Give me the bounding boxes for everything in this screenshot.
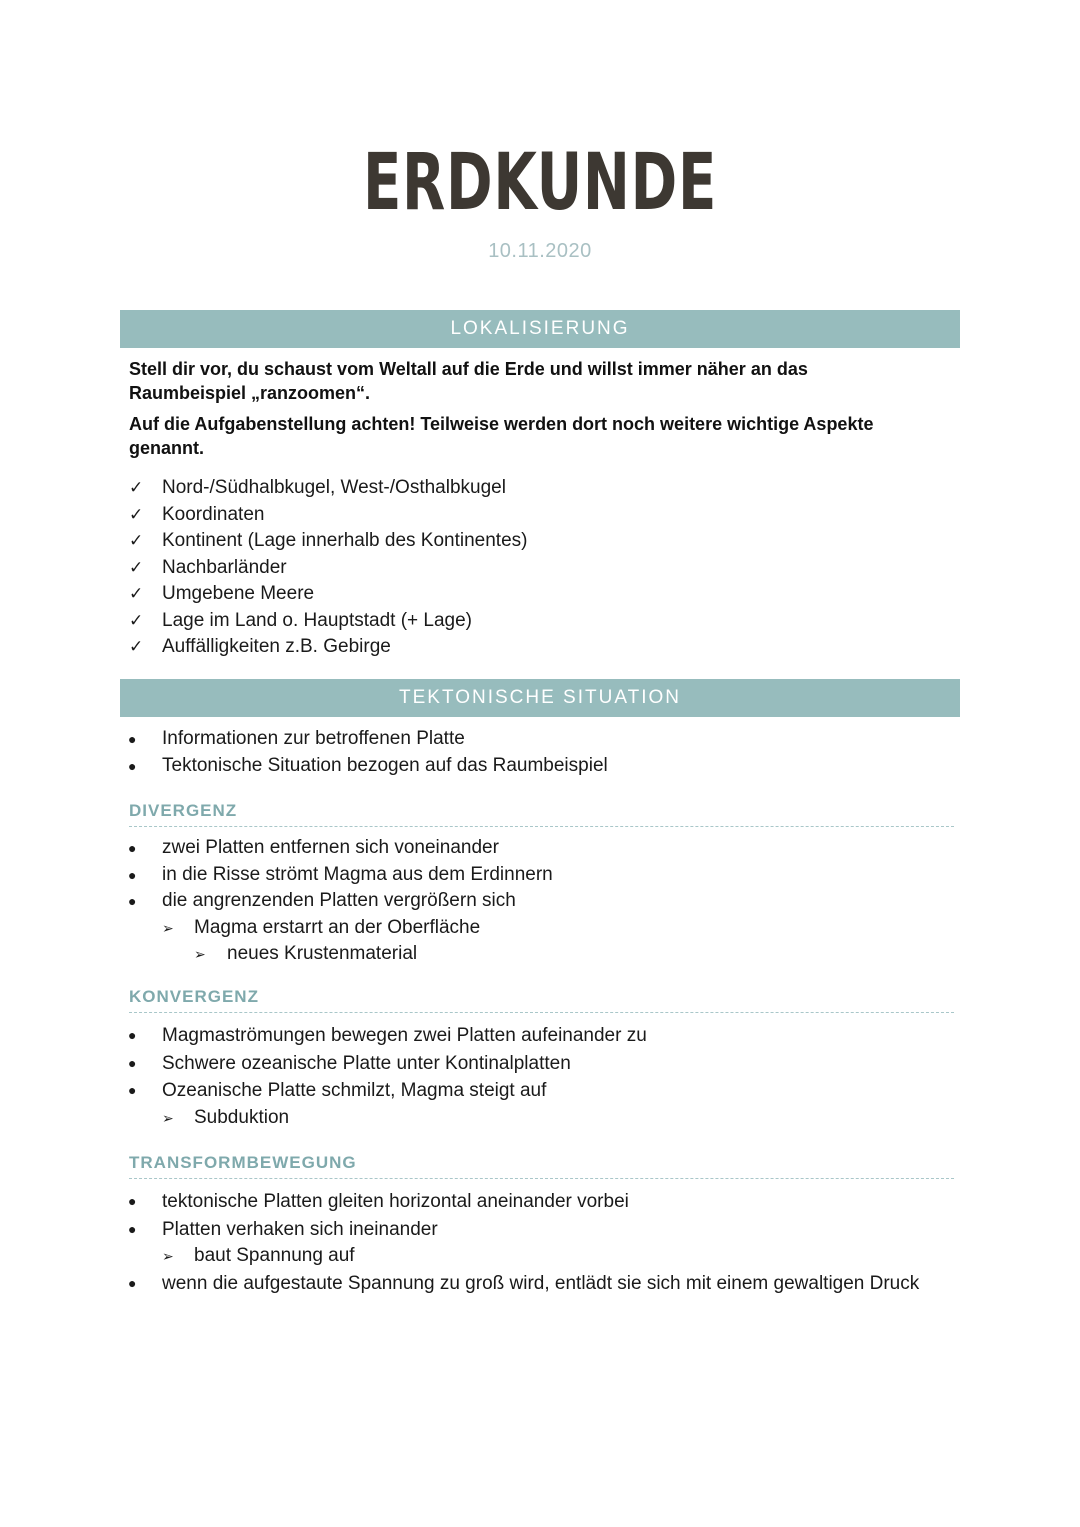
section-banner-tektonik: TEKTONISCHE SITUATION bbox=[120, 679, 960, 717]
bullet-icon: ● bbox=[128, 1054, 137, 1071]
check-icon: ✓ bbox=[129, 584, 144, 603]
bullet-icon: ● bbox=[128, 1082, 137, 1098]
arrow-icon: ➢ bbox=[162, 1109, 174, 1126]
bullet-icon: ● bbox=[128, 840, 137, 856]
check-icon: ✓ bbox=[129, 531, 144, 550]
bullet-icon: ● bbox=[128, 893, 137, 909]
page-date: 10.11.2020 bbox=[488, 240, 592, 262]
page-title: ERDKUNDE bbox=[362, 138, 718, 228]
bullet-icon: ● bbox=[128, 1274, 137, 1291]
bullet-icon: ● bbox=[128, 757, 137, 774]
arrow-icon: ➢ bbox=[162, 919, 174, 936]
arrow-icon: ➢ bbox=[162, 1248, 174, 1264]
arrow-icon: ➢ bbox=[194, 946, 206, 962]
bullet-icon: ● bbox=[128, 866, 137, 883]
subheading-transformbewegung: TRANSFORMBEWEGUNG bbox=[129, 1152, 954, 1179]
bullet-icon: ● bbox=[128, 731, 137, 747]
section-banner-lokalisierung: LOKALISIERUNG bbox=[120, 310, 960, 348]
check-icon: ✓ bbox=[129, 637, 144, 656]
bullet-icon: ● bbox=[128, 1220, 137, 1237]
subheading-konvergenz: KONVERGENZ bbox=[129, 986, 954, 1013]
intro-paragraph: Stell dir vor, du schaust vom Weltall auf die Erde und willst immer näher an das Raumbeispiel „ranzoomen“. bbox=[129, 359, 808, 403]
check-icon: ✓ bbox=[129, 610, 144, 630]
hint-paragraph: Auf die Aufgabenstellung achten! Teilweise werden dort noch weitere wichtige Aspekte genannt. bbox=[129, 414, 874, 458]
bullet-icon: ● bbox=[128, 1027, 137, 1043]
check-icon: ✓ bbox=[129, 557, 144, 577]
check-icon: ✓ bbox=[129, 504, 144, 524]
bullet-icon: ● bbox=[128, 1193, 137, 1209]
subheading-divergenz: DIVERGENZ bbox=[129, 800, 954, 827]
check-icon: ✓ bbox=[129, 478, 144, 497]
